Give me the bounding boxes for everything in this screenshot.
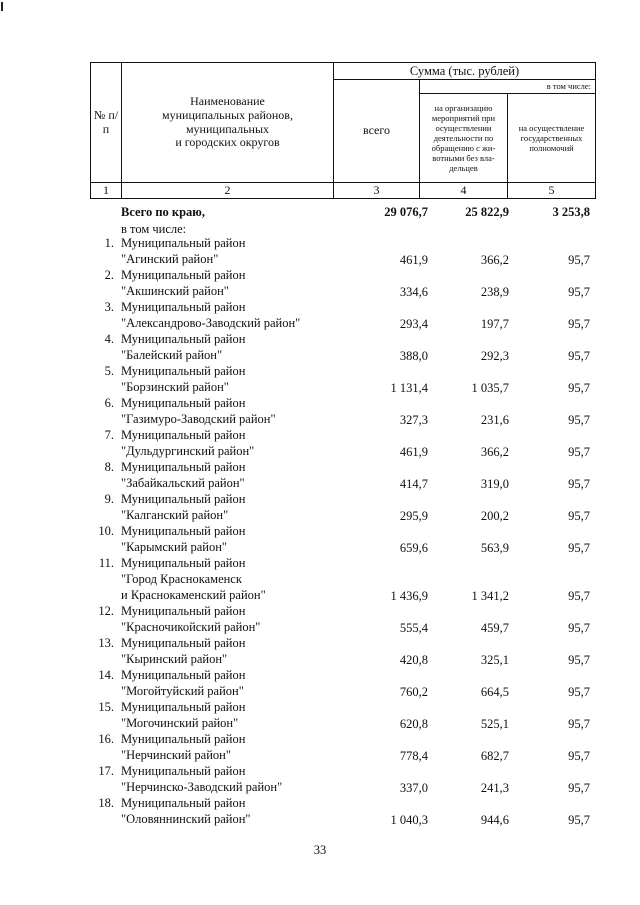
row-number: 4. xyxy=(104,332,114,346)
header-including: в том числе: xyxy=(420,80,596,94)
animals-value: 197,7 xyxy=(480,317,509,331)
header-col-name: Наименование муниципальных районов, муниципальных и городских округов xyxy=(122,63,334,183)
district-name-line: Муниципальный район xyxy=(121,636,246,650)
sum-total-value: 295,9 xyxy=(399,509,428,523)
animals-value: 238,9 xyxy=(480,285,509,299)
sum-total-value: 1 040,3 xyxy=(390,813,428,827)
row-number: 11. xyxy=(98,556,114,570)
animals-value: 292,3 xyxy=(480,349,509,363)
powers-value: 95,7 xyxy=(568,685,590,699)
row-number: 13. xyxy=(98,636,114,650)
district-name-line: Муниципальный район xyxy=(121,764,246,778)
total-sum-value: 29 076,7 xyxy=(384,205,428,219)
column-number: 4 xyxy=(420,183,508,199)
sum-total-value: 620,8 xyxy=(399,717,428,731)
table-row xyxy=(0,268,640,300)
total-animals-value: 25 822,9 xyxy=(465,205,509,219)
district-name-line: и Краснокаменский район" xyxy=(121,588,266,602)
district-name-line: Муниципальный район xyxy=(121,604,246,618)
animals-value: 459,7 xyxy=(480,621,509,635)
including-label: в том числе: xyxy=(121,222,187,236)
district-name-line: "Калганский район" xyxy=(121,508,229,522)
district-name-line: Муниципальный район xyxy=(121,556,246,570)
table-row xyxy=(0,732,640,764)
powers-value: 95,7 xyxy=(568,653,590,667)
header-col-total: всего xyxy=(334,80,420,183)
powers-value: 95,7 xyxy=(568,781,590,795)
table-row xyxy=(0,364,640,396)
district-name-line: Муниципальный район xyxy=(121,268,246,282)
subtotal-label-row xyxy=(0,222,640,236)
table-row xyxy=(0,236,640,268)
district-name-line: "Могочинский район" xyxy=(121,716,239,730)
district-name-line: "Оловяннинский район" xyxy=(121,812,251,826)
sum-total-value: 327,3 xyxy=(399,413,428,427)
header-col-number: № п/п xyxy=(91,63,122,183)
scan-edge-mark xyxy=(1,2,3,11)
district-name-line: "Карымский район" xyxy=(121,540,228,554)
animals-value: 1 341,2 xyxy=(471,589,509,603)
powers-value: 95,7 xyxy=(568,445,590,459)
table-row xyxy=(0,332,640,364)
district-name-line: "Балейский район" xyxy=(121,348,223,362)
district-name-line: "Нерчинско-Заводский район" xyxy=(121,780,283,794)
powers-value: 95,7 xyxy=(568,589,590,603)
table-header xyxy=(90,62,596,199)
animals-value: 563,9 xyxy=(480,541,509,555)
row-number: 1. xyxy=(104,236,114,250)
header-sum: Сумма (тыс. рублей) xyxy=(334,63,596,80)
district-name-line: Муниципальный район xyxy=(121,396,246,410)
row-number: 18. xyxy=(98,796,114,810)
district-name-line: "Забайкальский район" xyxy=(121,476,245,490)
district-name-line: Муниципальный район xyxy=(121,796,246,810)
row-number: 3. xyxy=(104,300,114,314)
table-row xyxy=(0,700,640,732)
row-number: 16. xyxy=(98,732,114,746)
powers-value: 95,7 xyxy=(568,541,590,555)
powers-value: 95,7 xyxy=(568,285,590,299)
page-number: 33 xyxy=(313,843,327,857)
district-name-line: Муниципальный район xyxy=(121,460,246,474)
district-name-line: Муниципальный район xyxy=(121,300,246,314)
district-name-line: "Город Краснокаменск xyxy=(121,572,242,586)
powers-value: 95,7 xyxy=(568,749,590,763)
table-row xyxy=(0,492,640,524)
table-row xyxy=(0,396,640,428)
row-number: 6. xyxy=(104,396,114,410)
powers-value: 95,7 xyxy=(568,621,590,635)
sum-total-value: 555,4 xyxy=(399,621,428,635)
district-name-line: Муниципальный район xyxy=(121,668,246,682)
sum-total-value: 1 131,4 xyxy=(390,381,428,395)
powers-value: 95,7 xyxy=(568,813,590,827)
powers-value: 95,7 xyxy=(568,509,590,523)
table-body xyxy=(0,204,640,828)
row-number: 7. xyxy=(104,428,114,442)
district-name-line: "Александрово-Заводский район" xyxy=(121,316,301,330)
row-number: 12. xyxy=(98,604,114,618)
animals-value: 319,0 xyxy=(480,477,509,491)
animals-value: 366,2 xyxy=(480,445,509,459)
table-row xyxy=(0,300,640,332)
animals-value: 241,3 xyxy=(480,781,509,795)
animals-value: 944,6 xyxy=(480,813,509,827)
sum-total-value: 659,6 xyxy=(399,541,428,555)
animals-value: 325,1 xyxy=(480,653,509,667)
district-name-line: Муниципальный район xyxy=(121,364,246,378)
total-label: Всего по краю, xyxy=(121,205,205,219)
row-number: 17. xyxy=(98,764,114,778)
district-name-line: "Акшинский район" xyxy=(121,284,229,298)
row-number: 10. xyxy=(98,524,114,538)
powers-value: 95,7 xyxy=(568,317,590,331)
animals-value: 525,1 xyxy=(480,717,509,731)
table-row xyxy=(0,764,640,796)
sum-total-value: 334,6 xyxy=(399,285,428,299)
district-name-line: Муниципальный район xyxy=(121,524,246,538)
sum-total-value: 1 436,9 xyxy=(390,589,428,603)
sum-total-value: 293,4 xyxy=(399,317,428,331)
table-row xyxy=(0,796,640,828)
animals-value: 366,2 xyxy=(480,253,509,267)
animals-value: 200,2 xyxy=(480,509,509,523)
table-row xyxy=(0,668,640,700)
sum-total-value: 461,9 xyxy=(399,253,428,267)
table-row xyxy=(0,636,640,668)
animals-value: 664,5 xyxy=(480,685,509,699)
table-row xyxy=(0,460,640,492)
powers-value: 95,7 xyxy=(568,349,590,363)
table-row xyxy=(0,524,640,556)
header-col-animals: на организацию мероприятий при осуществлении деятельности по обращению с жи- вотными без вла- дельцев xyxy=(420,94,508,183)
table-row xyxy=(0,604,640,636)
district-name-line: "Агинский район" xyxy=(121,252,219,266)
column-number: 1 xyxy=(91,183,122,199)
district-name-line: "Дульдургинский район" xyxy=(121,444,255,458)
powers-value: 95,7 xyxy=(568,477,590,491)
district-name-line: "Могойтуйский район" xyxy=(121,684,244,698)
district-name-line: "Нерчинский район" xyxy=(121,748,231,762)
column-number: 2 xyxy=(122,183,334,199)
table-row xyxy=(0,556,640,604)
district-name-line: "Красночикойский район" xyxy=(121,620,261,634)
column-numbers-row xyxy=(91,183,596,199)
powers-value: 95,7 xyxy=(568,253,590,267)
district-name-line: Муниципальный район xyxy=(121,732,246,746)
district-name-line: Муниципальный район xyxy=(121,428,246,442)
row-number: 14. xyxy=(98,668,114,682)
district-name-line: "Кыринский район" xyxy=(121,652,228,666)
row-number: 8. xyxy=(104,460,114,474)
animals-value: 231,6 xyxy=(480,413,509,427)
district-name-line: Муниципальный район xyxy=(121,492,246,506)
column-number: 3 xyxy=(334,183,420,199)
total-row xyxy=(0,204,640,222)
sum-total-value: 388,0 xyxy=(399,349,428,363)
sum-total-value: 461,9 xyxy=(399,445,428,459)
district-name-line: Муниципальный район xyxy=(121,332,246,346)
sum-total-value: 420,8 xyxy=(399,653,428,667)
column-number: 5 xyxy=(508,183,596,199)
animals-value: 1 035,7 xyxy=(471,381,509,395)
powers-value: 95,7 xyxy=(568,381,590,395)
row-number: 2. xyxy=(104,268,114,282)
district-name-line: "Газимуро-Заводский район" xyxy=(121,412,276,426)
sum-total-value: 778,4 xyxy=(399,749,428,763)
table-row xyxy=(0,428,640,460)
powers-value: 95,7 xyxy=(568,717,590,731)
powers-value: 95,7 xyxy=(568,413,590,427)
animals-value: 682,7 xyxy=(480,749,509,763)
row-number: 9. xyxy=(104,492,114,506)
sum-total-value: 414,7 xyxy=(399,477,428,491)
district-name-line: "Борзинский район" xyxy=(121,380,229,394)
total-powers-value: 3 253,8 xyxy=(552,205,590,219)
row-number: 5. xyxy=(104,364,114,378)
district-name-line: Муниципальный район xyxy=(121,700,246,714)
row-number: 15. xyxy=(98,700,114,714)
sum-total-value: 760,2 xyxy=(399,685,428,699)
header-col-powers: на осуществление государственных полномочий xyxy=(508,94,596,183)
district-name-line: Муниципальный район xyxy=(121,236,246,250)
sum-total-value: 337,0 xyxy=(399,781,428,795)
